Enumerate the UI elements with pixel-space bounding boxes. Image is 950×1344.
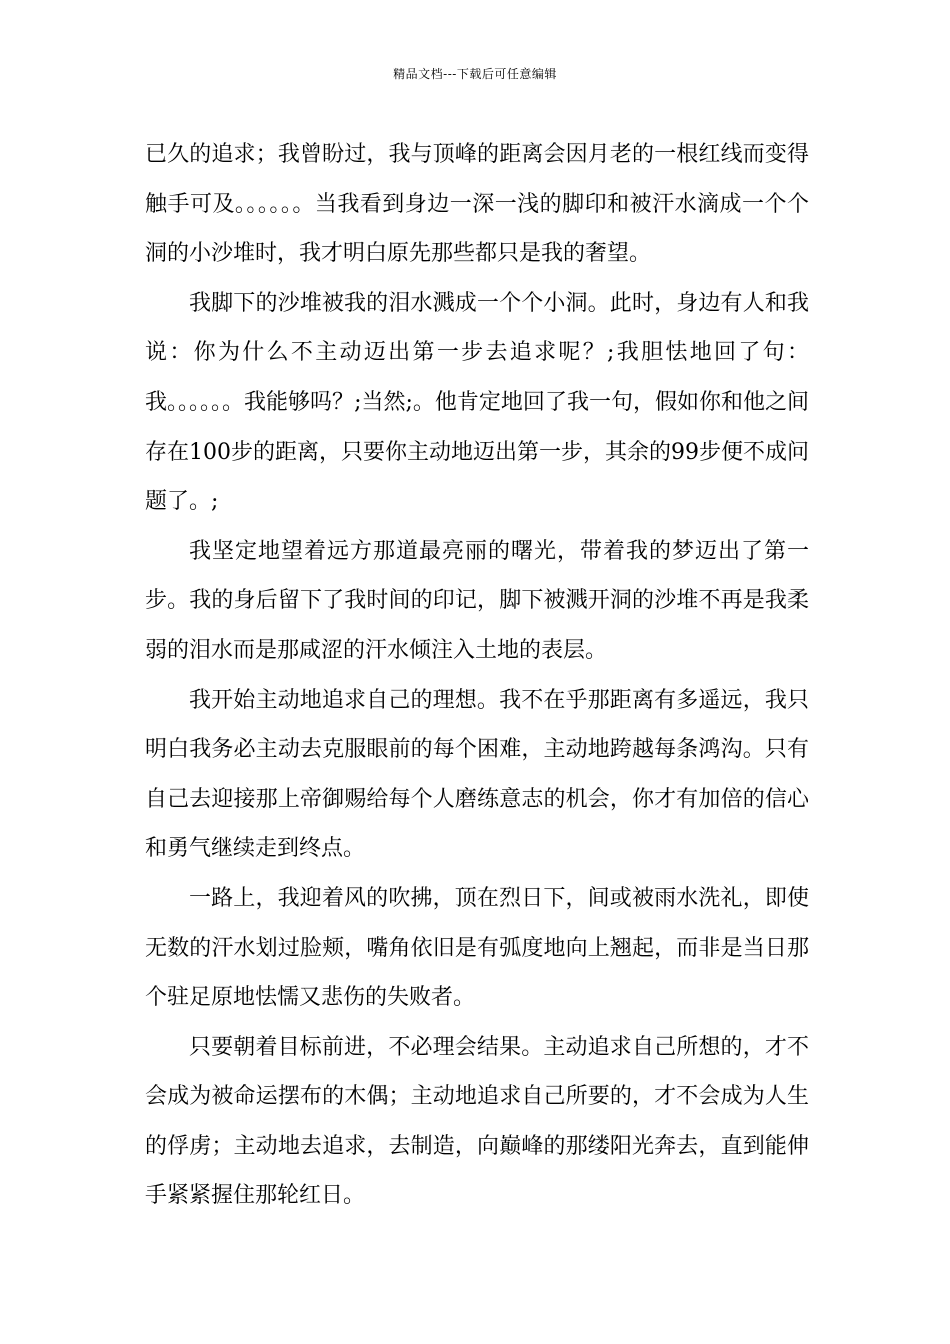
paragraph: 已久的追求；我曾盼过，我与顶峰的距离会因月老的一根红线而变得触手可及。。。。。。当我看到身边一深一浅的脚印和被汗水滴成一个个洞的小沙堆时，我才明白原先那些都只是我的奢望。 (145, 142, 809, 267)
paragraph: 一路上，我迎着风的吹拂，顶在烈日下，间或被雨水洗礼，即使无数的汗水划过脸颊，嘴角依旧是有弧度地向上翘起，而非是当日那个驻足原地怯懦又悲伤的失败者。 (145, 885, 809, 1011)
paragraph: 我坚定地望着远方那道最亮丽的曙光，带着我的梦迈出了第一步。我的身后留下了我时间的印记，脚下被溅开洞的沙堆不再是我柔弱的泪水而是那咸涩的汗水倾注入土地的表层。 (145, 538, 809, 663)
page-header: 精品文档---下载后可任意编辑 (393, 67, 557, 81)
paragraph: 我脚下的沙堆被我的泪水溅成一个个小洞。此时，身边有人和我说：你为什么不主动迈出第一步去追求呢？;我胆怯地回了句：我。。。。。。我能够吗？;当然;。他肯定地回了我一句，假如你和他之间存在100步的距离，只要你主动地迈出第一步，其余的99步便不成问题了。; (145, 290, 809, 515)
document-body (145, 130, 809, 1221)
paragraph: 只要朝着目标前进，不必理会结果。主动追求自己所想的，才不会成为被命运摆布的木偶；主动地追求自己所要的，才不会成为人生的俘虏；主动地去追求，去制造，向巅峰的那缕阳光奔去，直到能伸手紧紧握住那轮红日。 (145, 1034, 809, 1209)
paragraph: 我开始主动地追求自己的理想。我不在乎那距离有多遥远，我只明白我务必主动去克服眼前的每个困难，主动地跨越每条鸿沟。只有自己去迎接那上帝御赐给每个人磨练意志的机会，你才有加倍的信心和勇气继续走到终点。 (145, 687, 809, 862)
